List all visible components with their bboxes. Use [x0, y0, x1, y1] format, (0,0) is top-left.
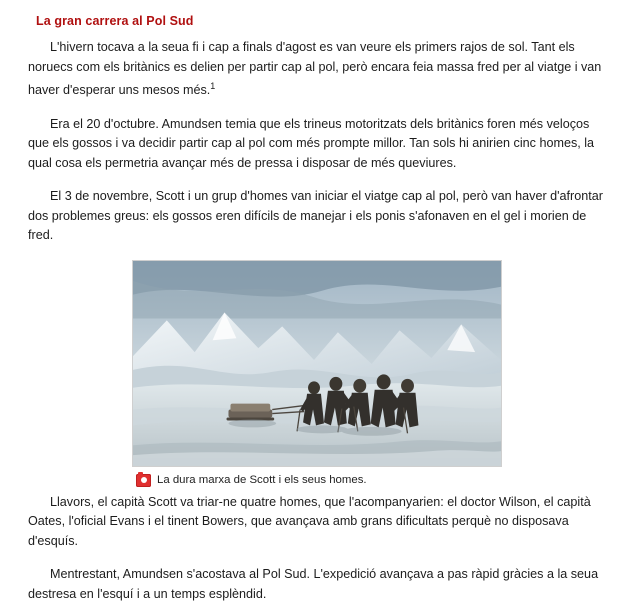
paragraph-1-text: L'hivern tocava a la seua fi i cap a finals d'agost es van veure els primers rajos de sol. Tant els noruecs com els britànics es delien per partir cap al pol, però encara feia massa fred per al viatge i van haver d'esperar uns mesos més. [28, 40, 602, 98]
camera-icon [136, 474, 151, 487]
figure [132, 260, 502, 487]
paragraph-3: El 3 de novembre, Scott i un grup d'homes van iniciar el viatge cap al pol, però van haver d'afrontar dos problemes greus: els gossos eren difícils de manejar i els ponis s'afonaven en el gel i morien de fred. [28, 189, 603, 243]
figure-illustration [133, 261, 501, 466]
paragraph-1 [28, 38, 612, 101]
figure-caption-text: La dura marxa de Scott i els seus homes. [157, 474, 367, 487]
footnote-marker: 1 [210, 81, 216, 91]
paragraph-4: Llavors, el capità Scott va triar-ne quatre homes, que l'acompanyarien: el doctor Wilson, el capità Oates, l'oficial Evans i el tinent Bowers, que avançava amb grans dificultats perquè no disposava d'esquís. [28, 494, 591, 548]
page-title: La gran carrera al Pol Sud [36, 14, 194, 28]
paragraph-5: Mentrestant, Amundsen s'acostava al Pol Sud. L'expedició avançava a pas ràpid gràcies a la seua destresa en l'esquí i a un temps esplèndid. [28, 567, 599, 601]
figure-image [132, 260, 502, 467]
figure-caption [136, 474, 502, 487]
paragraph-2: Era el 20 d'octubre. Amundsen temia que els trineus motoritzats dels britànics foren més veloços que els gossos i va decidir partir cap al pol com més prompte millor. Tan sols hi anirien cinc homes, la qual cosa els permetria avançar més de pressa i disposar de més queviures. [28, 116, 595, 170]
